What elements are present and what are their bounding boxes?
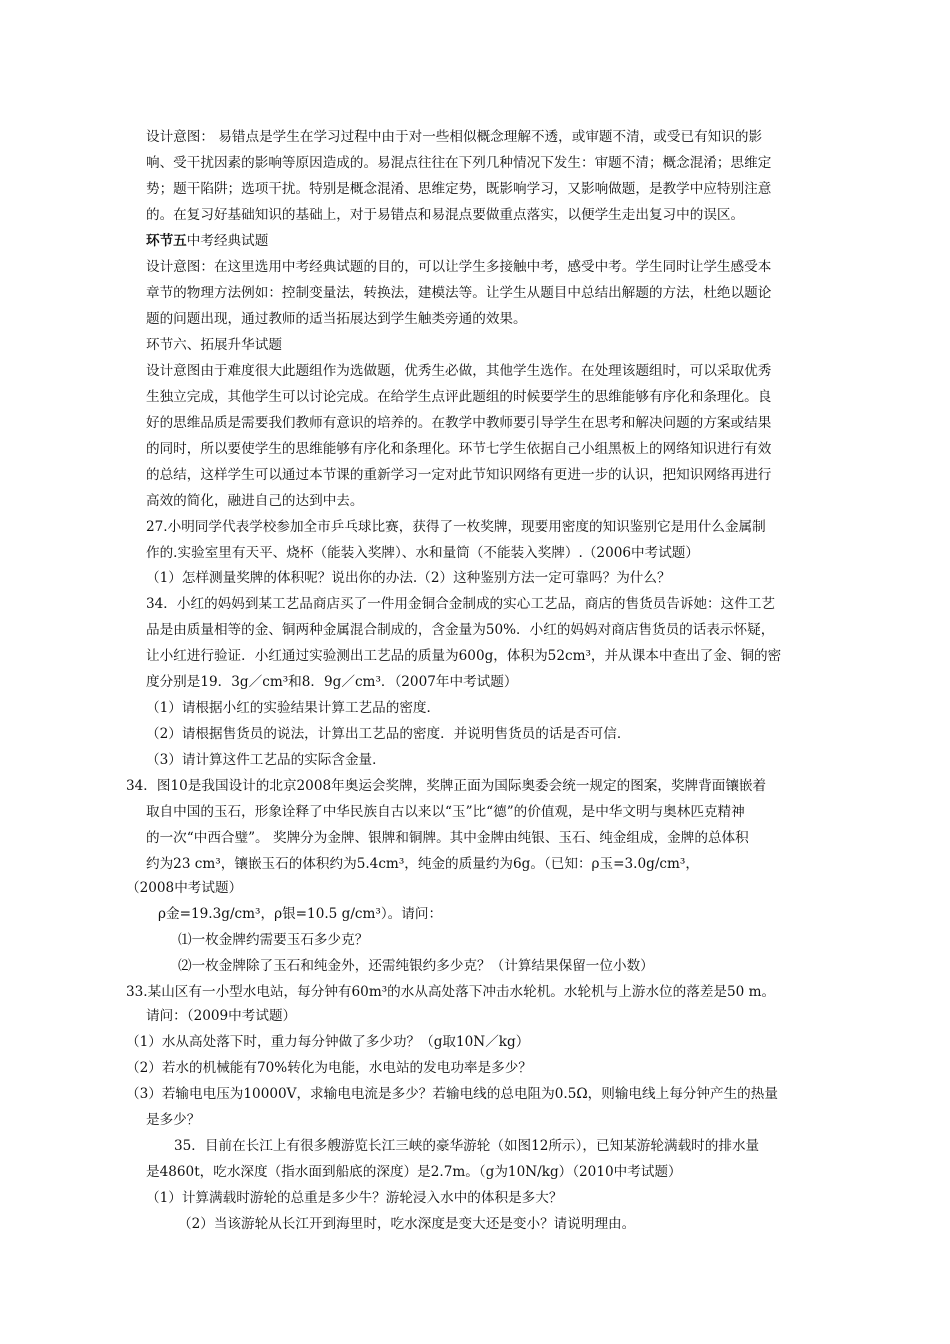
section-heading-5-title: 中考经典试题	[186, 233, 269, 249]
question-34b-sub-1: ⑴一枚金牌约需要玉石多少克？	[178, 932, 369, 948]
section-heading-5	[146, 231, 268, 251]
question-33-sub-3: 是多少？	[146, 1112, 201, 1128]
intent-paragraph-line: 响、受干扰因素的影响等原因造成的。易混点往往在下列几种情况下发生：审题不清；概念混淆；思维定	[146, 155, 772, 171]
intent-paragraph-line: 好的思维品质是需要我们教师有意识的培养的。在教学中教师要引导学生在思考和解决问题的方案或结果	[146, 415, 772, 431]
question-34b-sub-2: ⑵一枚金牌除了玉石和纯金外，还需纯银约多少克？（计算结果保留一位小数）	[178, 958, 654, 974]
intent-paragraph-line: 题的问题出现，通过教师的适当拓展达到学生触类旁通的效果。	[146, 311, 527, 327]
question-33-sub-2: （2）若水的机械能有70%转化为电能，水电站的发电功率是多少？	[126, 1060, 532, 1076]
question-34a-line: 度分别是19．3g／cm³和8．9g／cm³．（2007年中考试题）	[146, 674, 518, 690]
question-27-line: 作的.实验室里有天平、烧杯（能装入奖牌）、水和量筒（不能装入奖牌）.（2006中考试题）	[146, 545, 699, 561]
question-34b-line: 约为23 cm³，镶嵌玉石的体积约为5.4cm³，纯金的质量约为6g。（已知：ρ玉=3.0g/cm³，	[146, 856, 699, 872]
question-34b-source: （2008中考试题）	[126, 880, 243, 896]
question-33-sub-1: （1）水从高处落下时，重力每分钟做了多少功？（g取10N／kg）	[126, 1034, 530, 1050]
question-35-sub-1: （1）计算满载时游轮的总重是多少牛？游轮浸入水中的体积是多大？	[146, 1190, 563, 1206]
question-33-line: 请问：（2009中考试题）	[146, 1008, 297, 1024]
intent-paragraph-line: 生独立完成，其他学生可以讨论完成。在给学生点评此题组的时候要学生的思维能够有序化和条理化。良	[146, 389, 772, 405]
intent-paragraph-line: 势；题干陷阱；选项干扰。特别是概念混淆、思维定势，既影响学习，又影响做题，是教学中应特别注意	[146, 181, 772, 197]
intent-paragraph-line: 的同时，所以要使学生的思维能够有序化和条理化。环节七学生依据自己小组黑板上的网络知识进行有效	[146, 441, 772, 457]
question-34b-line: 取自中国的玉石，形象诠释了中华民族自古以来以“玉”比“德”的价值观，是中华文明与奥林匹克精神	[146, 804, 745, 820]
question-34b-line: 的一次“中西合璧”。 奖牌分为金牌、银牌和铜牌。其中金牌由纯银、玉石、纯金组成，金牌的总体积	[146, 830, 749, 846]
question-35-line: 35．目前在长江上有很多艘游览长江三峡的豪华游轮（如图12所示），已知某游轮满载时的排水量	[174, 1138, 760, 1154]
question-34a-line: 品是由质量相等的金、铜两种金属混合制成的，含金量为50%．小红的妈妈对商店售货员的话表示怀疑，	[146, 622, 775, 638]
question-34b-line: 34．图10是我国设计的北京2008年奥运会奖牌，奖牌正面为国际奥委会统一规定的图案，奖牌背面镶嵌着	[126, 778, 767, 794]
intent-paragraph-line: 的总结，这样学生可以通过本节课的重新学习一定对此节知识网络有更进一步的认识，把知识网络再进行	[146, 467, 772, 483]
section-heading-6: 环节六、拓展升华试题	[146, 337, 282, 353]
question-27-subquestions: （1）怎样测量奖牌的体积呢？说出你的办法.（2）这种鉴别方法一定可靠吗？为什么？	[146, 570, 671, 586]
question-34b-given: ρ金=19.3g/cm³，ρ银=10.5 g/cm³）。请问：	[158, 906, 443, 922]
question-34a-line: 34．小红的妈妈到某工艺品商店买了一件用金铜合金制成的实心工艺品，商店的售货员告诉她：这件工艺	[146, 596, 776, 612]
question-33-line: 33.某山区有一小型水电站，每分钟有60m³的水从高处落下冲击水轮机。水轮机与上游水位的落差是50 m。	[126, 984, 776, 1000]
intent-paragraph-line: 的。在复习好基础知识的基础上，对于易错点和易混点要做重点落实，以便学生走出复习中的误区。	[146, 207, 745, 223]
intent-paragraph-line: 高效的简化，融进自己的达到中去。	[146, 493, 364, 509]
intent-paragraph-line: 设计意图：在这里选用中考经典试题的目的，可以让学生多接触中考，感受中考。学生同时让学生感受本	[146, 259, 772, 275]
question-34a-sub-3: （3）请计算这件工艺品的实际含金量．	[146, 752, 386, 768]
intent-paragraph-line: 设计意图由于难度很大此题组作为选做题，优秀生必做，其他学生选作。在处理该题组时，可以采取优秀	[146, 363, 772, 379]
question-34a-line: 让小红进行验证．小红通过实验测出工艺品的质量为600g，体积为52cm³，并从课本中查出了金、铜的密	[146, 648, 782, 664]
question-33-sub-3: （3）若输电电压为10000V，求输电电流是多少？若输电线的总电阻为0.5Ω，则输电线上每分钟产生的热量	[126, 1086, 778, 1102]
section-heading-5-label: 环节五	[146, 233, 187, 249]
question-35-sub-2: （2）当该游轮从长江开到海里时，吃水深度是变大还是变小？请说明理由。	[178, 1216, 636, 1232]
intent-paragraph-line: 设计意图： 易错点是学生在学习过程中由于对一些相似概念理解不透，或审题不清，或受已有知识的影	[146, 129, 763, 145]
intent-paragraph-line: 章节的物理方法例如：控制变量法，转换法，建模法等。让学生从题目中总结出解题的方法，杜绝以题论	[146, 285, 772, 301]
question-27-line: 27.小明同学代表学校参加全市乒乓球比赛，获得了一枚奖牌，现要用密度的知识鉴别它是用什么金属制	[146, 519, 766, 535]
question-35-line: 是4860t，吃水深度（指水面到船底的深度）是2.7m。（g为10N/kg）（2010中考试题）	[146, 1164, 682, 1180]
question-34a-sub-1: （1）请根据小红的实验结果计算工艺品的密度．	[146, 700, 441, 716]
question-34a-sub-2: （2）请根据售货员的说法，计算出工艺品的密度．并说明售货员的话是否可信．	[146, 726, 631, 742]
